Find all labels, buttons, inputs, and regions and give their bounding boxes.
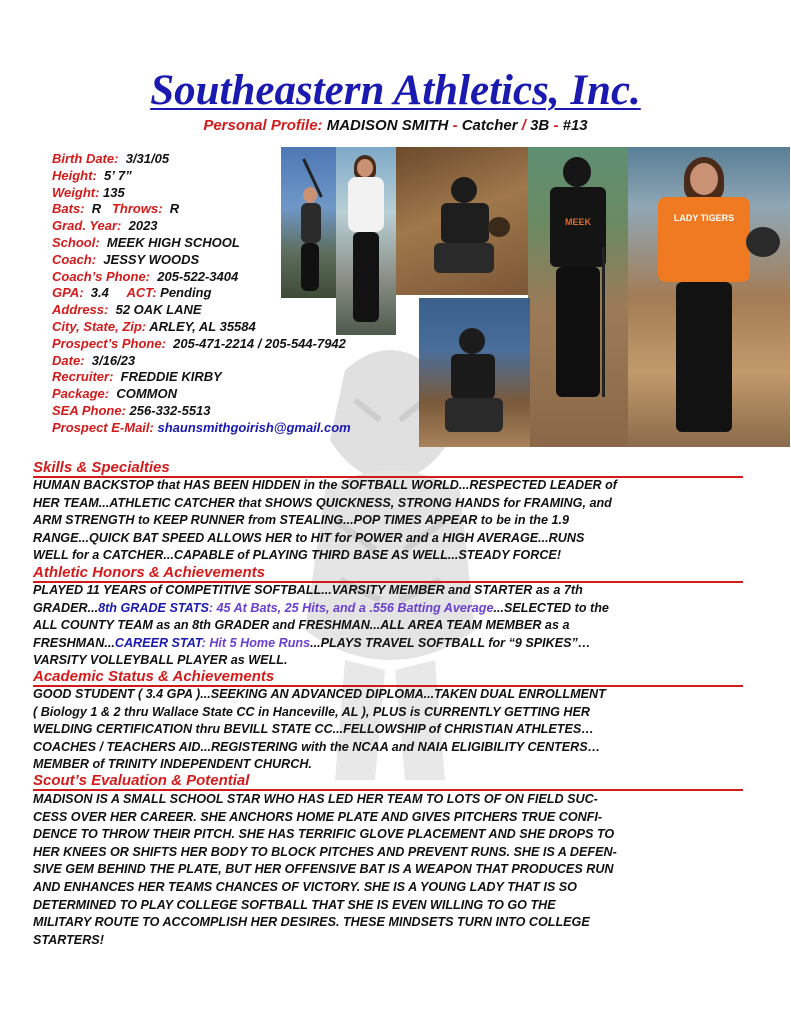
- fact-birth-date: Birth Date: 3/31/05: [52, 151, 170, 166]
- skills-heading: Skills & Specialties: [33, 459, 743, 478]
- scout-body: MADISON IS A SMALL SCHOOL STAR WHO HAS LED HER TEAM TO LOTS OF ON FIELD SUC- CESS OVER HER CAREER. SHE ANCHORS HOME PLATE AND GIVES PITCHERS TRUE CONFI- DENCE TO THROW THEIR PITCH. SHE HAS TERRIFIC GLOVE PLACEMENT AND SHE DROPS TO HER KNEES OR SHIFTS HER BODY TO BLOCK PITCHES AND PREVENT RUNS. SHE IS A DEFEN- SIVE GEM BEHIND THE PLATE, BUT HER OFFENSIVE BAT IS A WEAPON THAT PRODUCES RUN AND ENHANCES HER TEAMS CHANCES OF VICTORY. SHE IS A YOUNG LADY THAT IS SO DETERMINED TO PLAY COLLEGE SOFTBALL THAT SHE IS EVEN WILLING TO GO THE MILITARY ROUTE TO ACCOMPLISH HER DESIRES. THESE MINDSETS TURN INTO COLLEGE STARTERS!: [33, 792, 617, 947]
- fact-date: Date: 3/16/23: [52, 352, 136, 368]
- fact-sea-phone: SEA Phone: 256-332-5513: [52, 402, 211, 418]
- separator-dash: -: [553, 117, 559, 134]
- fact-coach: Coach: JESSY WOODS: [52, 251, 200, 267]
- fact-city-state-zip: City, State, Zip: ARLEY, AL 35584: [52, 318, 256, 334]
- jersey-text: MEEK: [564, 217, 591, 227]
- stat-label: 8th GRADE STATS: [98, 600, 209, 615]
- fact-address: Address: 52 OAK LANE: [52, 302, 202, 318]
- fact-grad-year: Grad. Year: 2023: [52, 218, 158, 234]
- jersey-number: #13: [562, 117, 588, 134]
- posing-photo: [336, 147, 396, 335]
- fact-package: Package: COMMON: [52, 386, 177, 402]
- stat-label: CAREER STAT: [114, 635, 202, 650]
- stat-text: : 45 At Bats, 25 Hits, and a .556 Batting Average: [208, 600, 494, 615]
- kneeling-catcher-photo: [419, 298, 530, 447]
- position-secondary: 3B: [530, 117, 550, 134]
- honors-heading: Athletic Honors & Achievements: [33, 564, 743, 583]
- orange-shirt-photo: [628, 147, 790, 447]
- profile-subtitle: [0, 117, 791, 135]
- separator-slash: /: [521, 117, 526, 134]
- fact-height: Height: 5’ 7”: [52, 167, 132, 183]
- fact-bats-throws: Bats: R Throws: R: [52, 201, 180, 217]
- fact-prospect-phone: Prospect’s Phone: 205-471-2214 / 205-544-7942: [52, 335, 346, 351]
- walking-photo: [528, 147, 628, 447]
- shirt-text: LADY TIGERS: [673, 213, 735, 223]
- skills-body: HUMAN BACKSTOP that HAS BEEN HIDDEN in the SOFTBALL WORLD...RESPECTED LEADER of HER TEAM...ATHLETIC CATCHER that SHOWS QUICKNESS, STRONG HANDS for FRAMING, and ARM STRENGTH to KEEP RUNNER from STEALING...POP TIMES APPEAR to be in the 1.9 RANGE...QUICK BAT SPEED ALLOWS HER to HIT for POWER and a HIGH AVERAGE...RUNS WELL for a CATCHER...CAPABLE of PLAYING THIRD BASE AS WELL...STEADY FORCE!: [33, 478, 617, 563]
- fact-prospect-email: Prospect E-Mail: shaunsmithgoirish@gmail.com: [52, 419, 351, 435]
- academic-heading: Academic Status & Achievements: [33, 668, 743, 687]
- page-title: Southeastern Athletics, Inc.: [150, 67, 641, 114]
- fact-recruiter: Recruiter: FREDDIE KIRBY: [52, 369, 222, 385]
- stat-text: : Hit 5 Home Runs: [201, 635, 311, 650]
- profile-label: Personal Profile:: [203, 117, 323, 134]
- catching-photo: [396, 147, 528, 295]
- separator-dash: -: [452, 117, 458, 134]
- position-primary: Catcher: [461, 117, 518, 134]
- scout-heading: Scout’s Evaluation & Potential: [33, 772, 743, 791]
- fact-gpa-act: GPA: 3.4 ACT: Pending: [52, 285, 212, 301]
- player-name: MADISON SMITH: [326, 117, 449, 134]
- fact-school: School: MEEK HIGH SCHOOL: [52, 234, 240, 250]
- academic-body: GOOD STUDENT ( 3.4 GPA )...SEEKING AN ADVANCED DIPLOMA...TAKEN DUAL ENROLLMENT ( Biology 1 & 2 thru Wallace State CC in Hanceville, AL ), PLUS is CURRENTLY GETTING HER WELDING CERTIFICATION thru BEVILL STATE CC...FELLOWSHIP of CHRISTIAN ATHLETES… COACHES / TEACHERS AID...REGISTERING with the NCAA and NAIA ELIGIBILITY CENTERS… MEMBER of TRINITY INDEPENDENT CHURCH.: [33, 687, 606, 772]
- fact-weight: Weight: 135: [52, 184, 125, 200]
- honors-body: PLAYED 11 YEARS of COMPETITIVE SOFTBALL...VARSITY MEMBER and STARTER as a 7th GRADER...8th GRADE STATS: 45 At Bats, 25 Hits, and a .556 Batting Average...SELECTED to the ALL COUNTY TEAM as an 8th GRADER and FRESHMAN...ALL AREA TEAM MEMBER as a FRESHMAN...CAREER STAT: Hit 5 Home Runs...PLAYS TRAVEL SOFTBALL for “9 SPIKES”… VARSITY VOLLEYBALL PLAYER as WELL.: [33, 583, 609, 668]
- batting-photo: [281, 147, 338, 298]
- fact-coach-phone: Coach’s Phone: 205-522-3404: [52, 268, 239, 284]
